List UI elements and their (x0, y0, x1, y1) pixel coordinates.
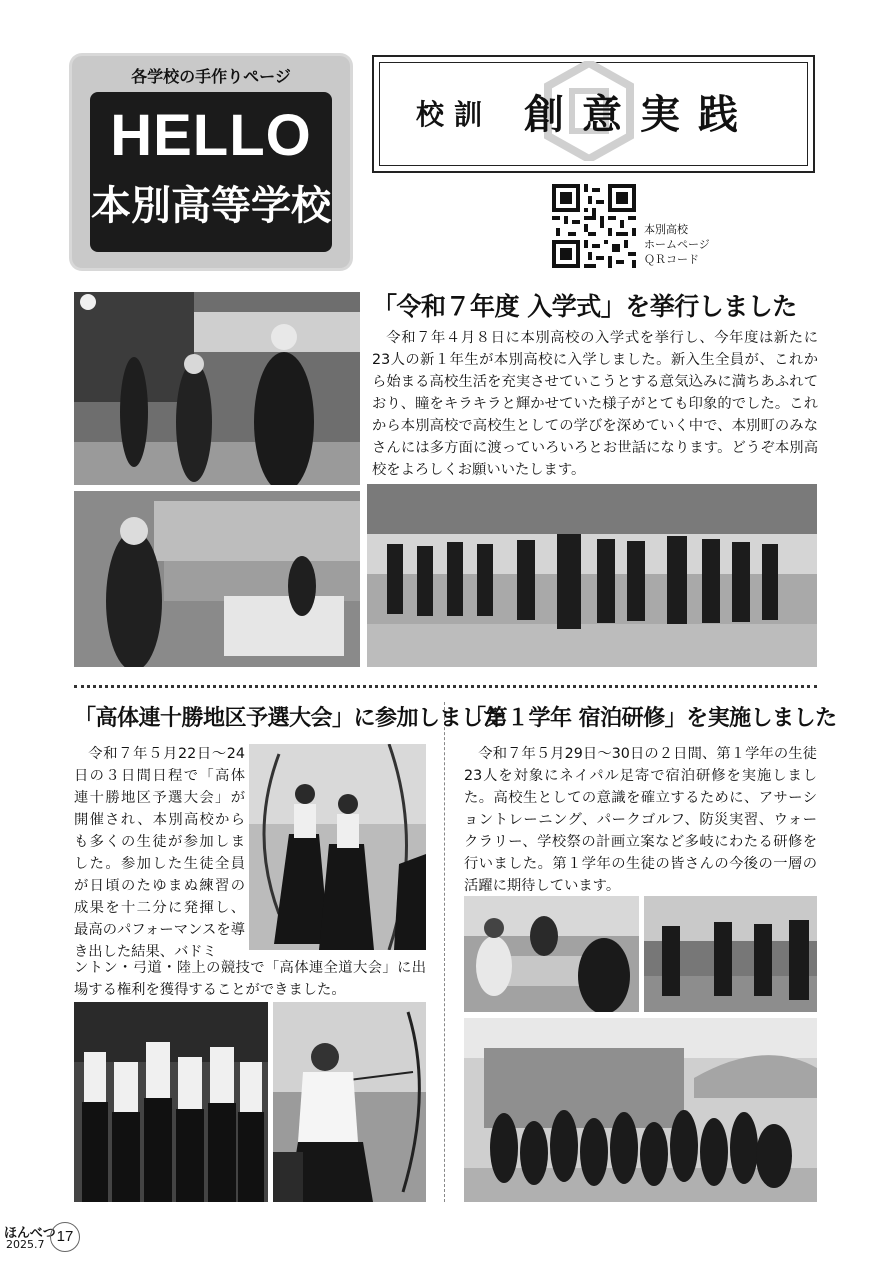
article3-body: 令和７年５月29日～30日の２日間、第１学年の生徒23人を対象にネイパル足寄で宿泊研修を実施しました。高校生としての意識を確立するために、アサーショントレーニング、パークゴルフ、防災実習、ウォークラリー、学校祭の計画立案など多岐にわたる研修を行いました。第１学年の生徒の皆さんの今後の一層の活躍に期待しています。 (464, 746, 817, 894)
footer-town-name: ほんべつ (4, 1226, 56, 1241)
motto-label: 校訓 (416, 98, 493, 131)
badge-panel (90, 92, 332, 252)
kyudo-photo-archers (249, 744, 426, 950)
entrance-ceremony-photo-procession (74, 292, 360, 485)
kyudo-photo-drawing-bow (273, 1002, 426, 1202)
article1-title: 「令和７年度 入学式」を挙行しました (372, 292, 797, 321)
qr-caption-line: ＱＲコード (644, 253, 699, 266)
motto-text: 創意実践 (524, 91, 756, 138)
qr-caption (644, 222, 710, 267)
header-badge (72, 56, 350, 268)
training-photo-planning (464, 896, 639, 1012)
page-number: 17 (50, 1222, 80, 1252)
kyudo-photo-group (74, 1002, 268, 1202)
school-motto-box (372, 55, 815, 173)
entrance-ceremony-photo-speech (74, 491, 360, 667)
qr-code-icon[interactable] (552, 184, 636, 268)
article2-body-top: 令和７年５月22日～24日の３日間日程で「高体連十勝地区予選大会」が開催され、本別高校からも多くの生徒が参加しました。参加した生徒全員が日頃のたゆまぬ練習の成果を十二分に発揮し、最高のパフォーマンスを導き出した結果、バドミ (74, 746, 245, 960)
article3-title: 「第１学年 宿泊研修」を実施しました (464, 706, 837, 731)
footer-issue-date: 2025.7 (6, 1238, 45, 1251)
qr-caption-line: 本別高校 (644, 223, 688, 236)
badge-subtitle: 各学校の手作りページ (131, 69, 291, 86)
column-divider (444, 702, 445, 1202)
article1-body: 令和７年４月８日に本別高校の入学式を挙行し、今年度は新たに23人の新１年生が本別高校に入学しました。新入生全員が、これから始まる高校生活を充実させていこうとする意気込みに満ちあふれており、瞳をキラキラと輝かせていた様子がとても印象的でした。これから本別高校で高校生としての学びを深めていく中で、本別町のみなさんには多方面に渡っていろいろとお世話になります。どうぞ本別高校をよろしくお願いいたします。 (372, 330, 818, 478)
training-photo-park-golf (644, 896, 817, 1012)
entrance-ceremony-photo-students (367, 484, 817, 667)
article2-body-bottom: ントン・弓道・陸上の競技で「高体連全道大会」に出場する権利を獲得することができました。 (74, 960, 426, 998)
article2-title: 「高体連十勝地区予選大会」に参加しました (74, 706, 505, 731)
qr-caption-line: ホームページ (644, 238, 710, 251)
badge-school-name: 本別高等学校 (91, 183, 331, 229)
training-photo-group (464, 1018, 817, 1202)
section-divider (74, 685, 817, 688)
badge-hello: HELLO (110, 103, 312, 168)
